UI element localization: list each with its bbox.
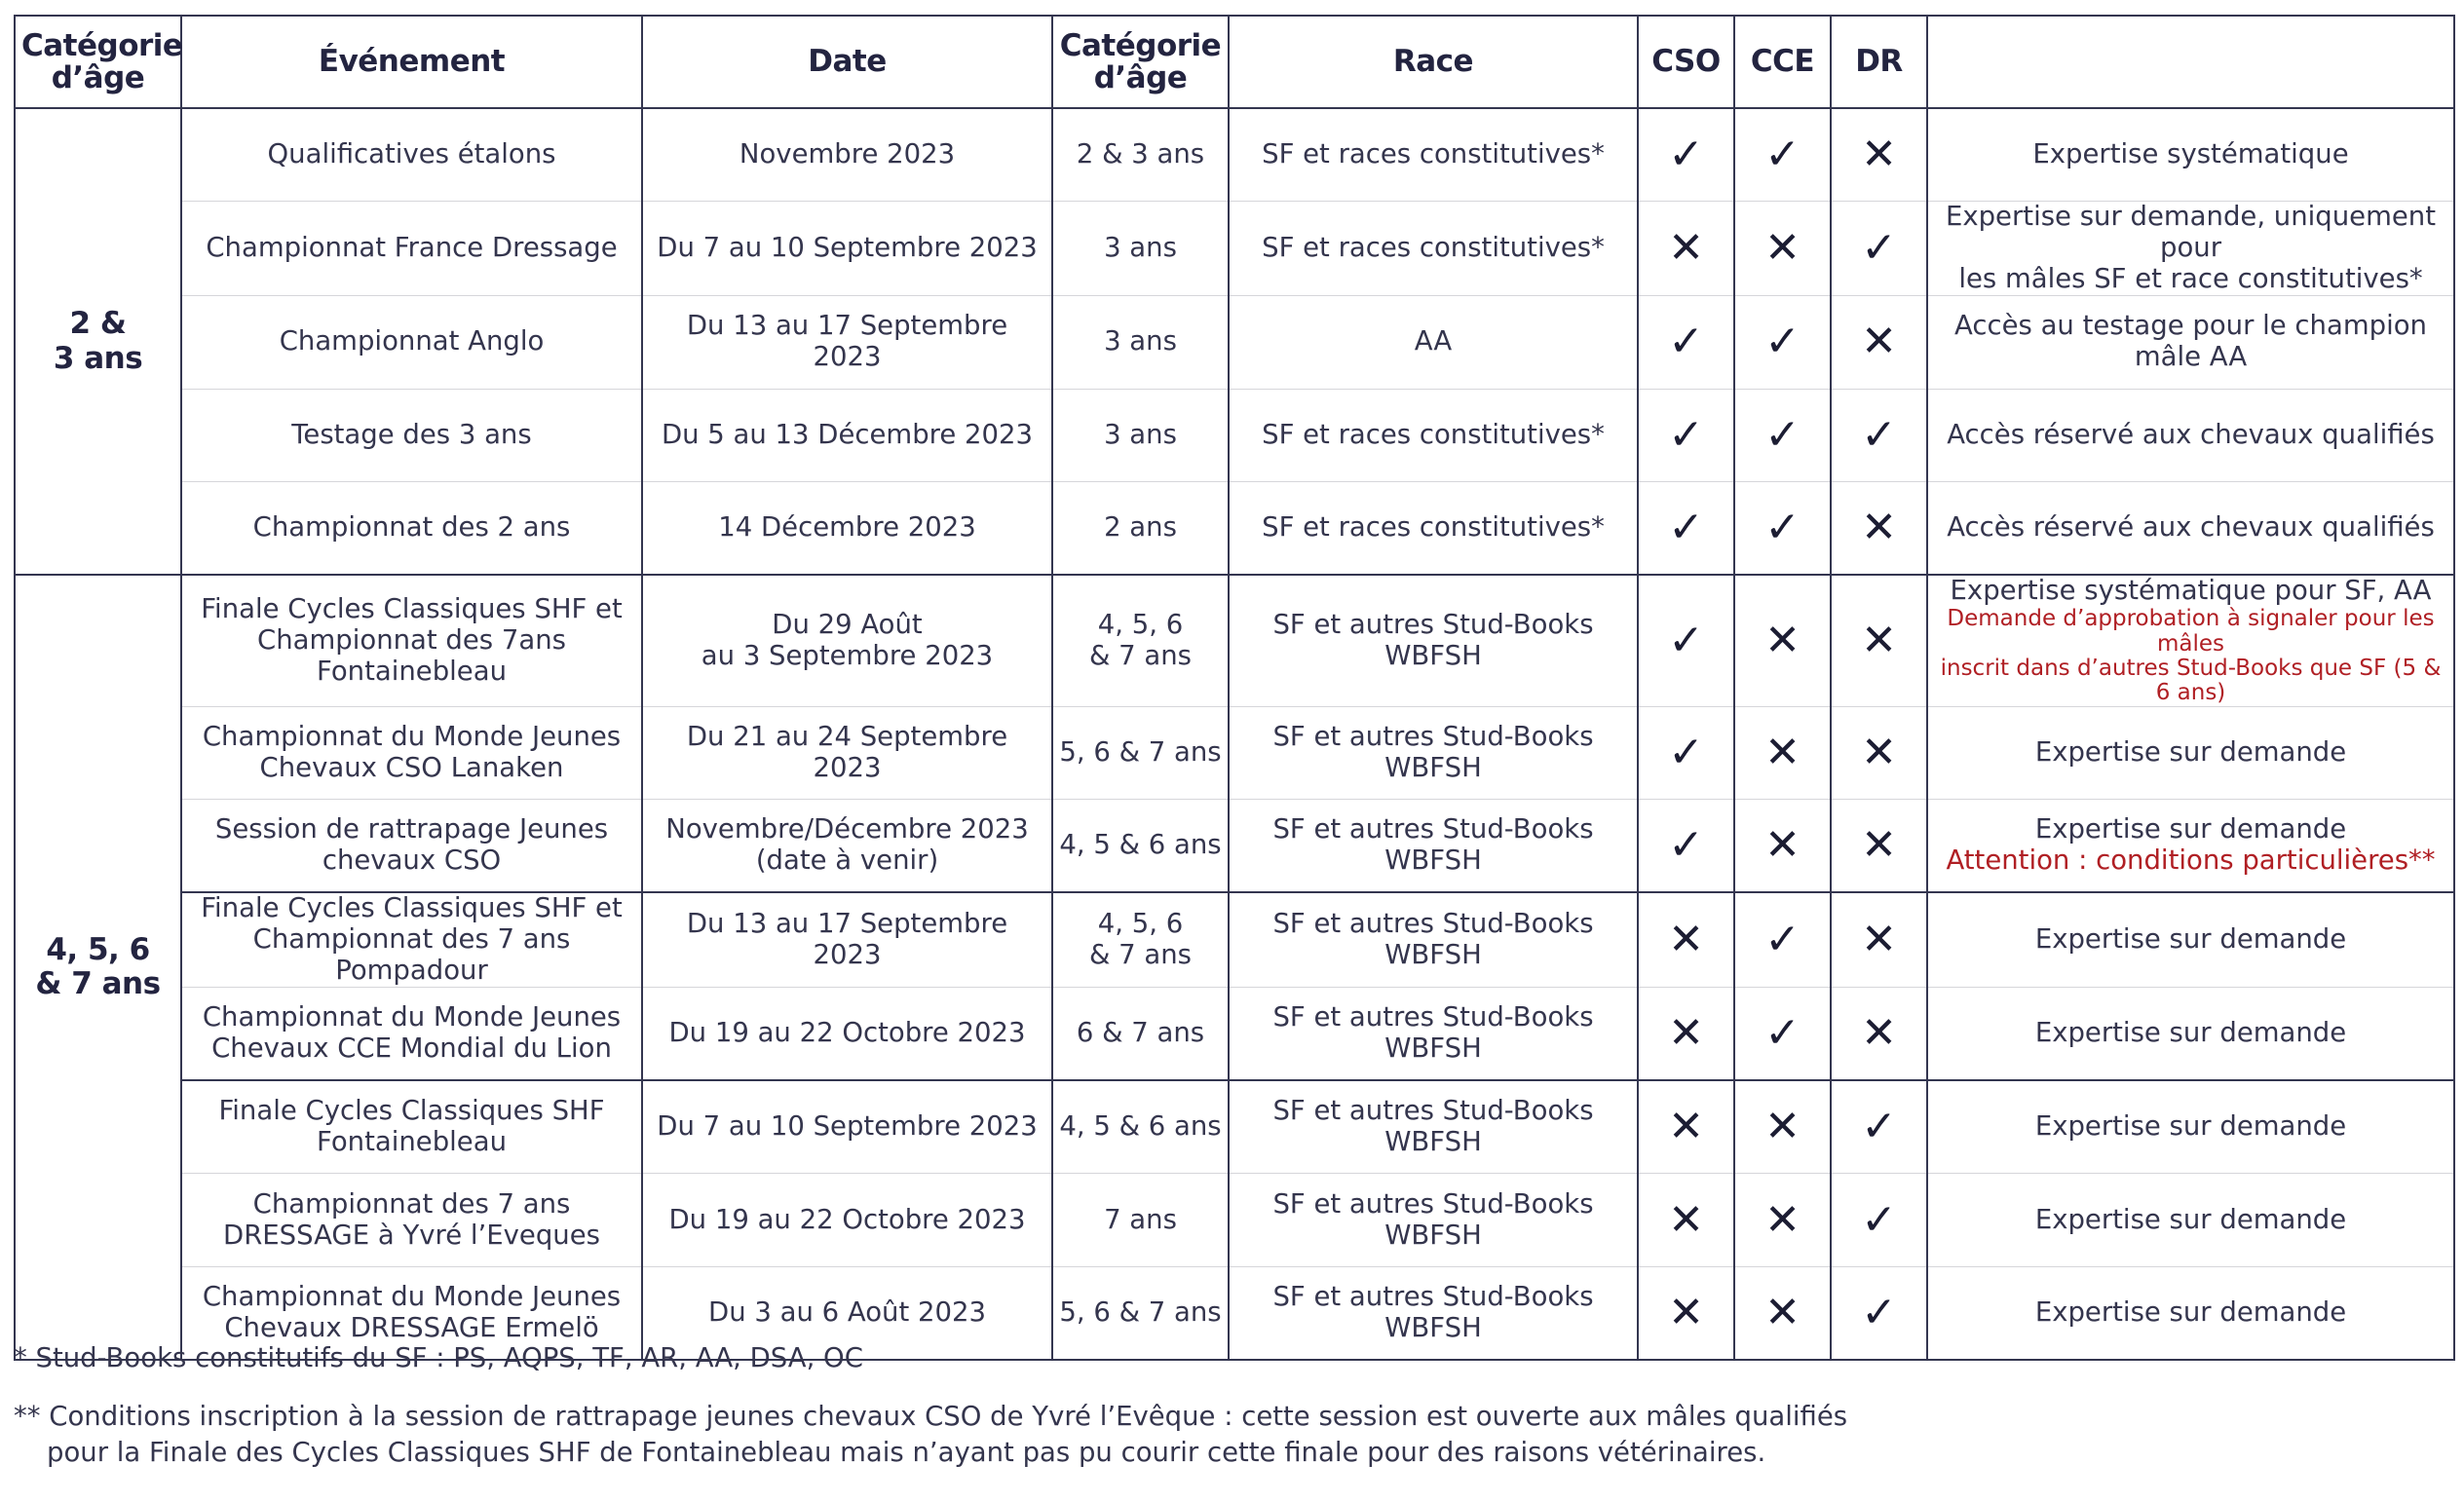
race-cell: SF et autres Stud-Books WBFSH [1229,1080,1638,1174]
note-warning-line-1: Demande d’approbation à signaler pour les mâles [1947,606,2435,657]
note-line-2: les mâles SF et race constitutives* [1958,262,2423,294]
race-cell: SF et races constitutives* [1229,389,1638,482]
dr-check-icon: ✓ [1831,202,1927,296]
note-cell [1927,575,2454,706]
event-cell-line-1: Championnat des 7 ans [252,1187,571,1220]
date-cell-line-1: Du 3 au 6 Août 2023 [708,1296,986,1329]
dr-cross-icon: ✕ [1831,575,1927,706]
header-row [15,16,2454,108]
dr-cross-icon: ✕ [1831,800,1927,893]
age-cell [1052,1174,1229,1267]
cce-check-icon: ✓ [1734,295,1831,389]
note-line-1: Expertise systématique pour SF, AA [1950,575,2432,607]
race-cell: SF et races constitutives* [1229,202,1638,296]
table-row [15,202,2454,296]
note-cell [1927,1267,2454,1361]
age-cell [1052,108,1229,202]
cso-cross-icon: ✕ [1638,1174,1734,1267]
age-cell [1052,202,1229,296]
event-cell-line-2: Chevaux CCE Mondial du Lion [211,1033,612,1065]
age-cell [1052,1267,1229,1361]
event-cell-line-2: Fontainebleau [316,1126,507,1158]
note-line-1: Expertise sur demande [2034,1110,2347,1143]
table-row [15,108,2454,202]
age-cell [1052,575,1229,706]
age-cell [1052,892,1229,987]
dr-cross-icon: ✕ [1831,706,1927,800]
date-cell-line-2: (date à venir) [755,845,939,877]
footnote-1: * Stud-Books constitutifs du SF : PS, AQPS, TF, AR, AA, DSA, OC [14,1342,863,1373]
cso-cross-icon: ✕ [1638,892,1734,987]
race-cell: SF et autres Stud-Books WBFSH [1229,892,1638,987]
event-cell-line-1: Finale Cycles Classiques SHF et [201,593,623,625]
date-cell-line-1: Du 19 au 22 Octobre 2023 [668,1203,1026,1235]
cso-cross-icon: ✕ [1638,1080,1734,1174]
age-cell-line-1: 3 ans [1104,418,1177,450]
age-cell-line-1: 2 ans [1104,511,1177,544]
cce-cross-icon: ✕ [1734,1174,1831,1267]
age-cell-line-2: & 7 ans [1088,939,1193,971]
event-cell-line-1: Championnat du Monde Jeunes [202,1001,622,1033]
event-cell-line-1: Championnat des 2 ans [252,511,571,544]
dr-check-icon: ✓ [1831,1080,1927,1174]
cce-cross-icon: ✕ [1734,800,1831,893]
date-cell-line-1: Du 13 au 17 Septembre 2023 [686,908,1008,971]
race-cell: SF et races constitutives* [1229,108,1638,202]
date-cell-line-1: Du 21 au 24 Septembre 2023 [686,720,1008,783]
date-cell-line-1: Du 13 au 17 Septembre 2023 [686,310,1008,373]
cce-check-icon: ✓ [1734,892,1831,987]
header-cso: CSO [1638,16,1734,108]
date-cell [642,1174,1052,1267]
cso-check-icon: ✓ [1638,108,1734,202]
note-cell [1927,295,2454,389]
age-group-line-1: 4, 5, 6 [46,931,150,967]
table-row [15,1080,2454,1174]
race-cell: SF et autres Stud-Books WBFSH [1229,575,1638,706]
event-cell [181,202,642,296]
date-cell [642,988,1052,1081]
race-cell: SF et autres Stud-Books WBFSH [1229,1174,1638,1267]
age-cell [1052,482,1229,576]
note-line-1: Accès réservé aux chevaux qualifiés [1947,418,2435,450]
table-row [15,892,2454,987]
footnote-2 [14,1399,1847,1471]
cso-check-icon: ✓ [1638,800,1734,893]
note-cell [1927,800,2454,893]
age-cell-line-2: & 7 ans [1088,639,1193,671]
event-cell-line-1: Session de rattrapage Jeunes [214,813,609,845]
event-cell [181,1080,642,1174]
header-race: Race [1229,16,1638,108]
age-cell-line-1: 5, 6 & 7 ans [1059,735,1222,768]
header-cce: CCE [1734,16,1831,108]
date-cell [642,892,1052,987]
date-cell [642,202,1052,296]
date-cell-line-1: Novembre/Décembre 2023 [665,813,1029,845]
age-cell-line-1: 3 ans [1104,232,1177,264]
note-line-1: Expertise systématique [2032,138,2349,170]
note-cell [1927,482,2454,576]
note-line-1: Expertise sur demande [2034,735,2347,768]
event-cell-line-2: Championnat des 7 ans Pompadour [252,923,571,987]
note-line-1: Expertise sur demande, uniquement pour [1945,201,2437,264]
event-cell-line-1: Championnat Anglo [279,325,545,357]
date-cell [642,482,1052,576]
race-cell: AA [1229,295,1638,389]
dr-cross-icon: ✕ [1831,482,1927,576]
note-line-1: Expertise sur demande [2034,1203,2347,1235]
age-group-line-1: 2 & [69,306,127,342]
event-cell [181,295,642,389]
note-line-1: Expertise sur demande [2034,923,2347,956]
event-cell [181,892,642,987]
cce-cross-icon: ✕ [1734,1267,1831,1361]
dr-check-icon: ✓ [1831,1267,1927,1361]
cce-check-icon: ✓ [1734,389,1831,482]
age-cell [1052,389,1229,482]
note-cell [1927,108,2454,202]
date-cell-line-1: Novembre 2023 [739,138,956,170]
event-cell-line-1: Championnat du Monde Jeunes [202,720,622,752]
date-cell [642,800,1052,893]
cce-cross-icon: ✕ [1734,202,1831,296]
note-warning-line-2: inscrit dans d’autres Stud-Books que SF (5 & 6 ans) [1940,655,2442,706]
date-cell-line-2: au 3 Septembre 2023 [701,639,994,671]
table-row [15,389,2454,482]
event-cell-line-2: Chevaux CSO Lanaken [259,751,564,783]
note-cell [1927,1080,2454,1174]
header-event: Événement [181,16,642,108]
event-cell [181,108,642,202]
table-row [15,1174,2454,1267]
header-dr: DR [1831,16,1927,108]
date-cell [642,575,1052,706]
cso-check-icon: ✓ [1638,389,1734,482]
cso-check-icon: ✓ [1638,575,1734,706]
date-cell-line-1: Du 19 au 22 Octobre 2023 [668,1017,1026,1049]
age-cell [1052,706,1229,800]
cso-cross-icon: ✕ [1638,202,1734,296]
age-group-cell [15,108,181,575]
date-cell [642,1080,1052,1174]
age-cell-line-1: 2 & 3 ans [1076,138,1205,170]
note-cell [1927,706,2454,800]
race-cell: SF et autres Stud-Books WBFSH [1229,800,1638,893]
race-cell: SF et autres Stud-Books WBFSH [1229,1267,1638,1361]
cso-check-icon: ✓ [1638,706,1734,800]
dr-cross-icon: ✕ [1831,988,1927,1081]
event-cell-line-1: Qualificatives étalons [267,138,556,170]
dr-cross-icon: ✕ [1831,295,1927,389]
header-date: Date [642,16,1052,108]
age-cell [1052,1080,1229,1174]
header-notes [1927,16,2454,108]
cso-cross-icon: ✕ [1638,988,1734,1081]
cce-check-icon: ✓ [1734,108,1831,202]
header-age-category: Catégorie d’âge [15,16,181,108]
age-cell-line-1: 5, 6 & 7 ans [1059,1296,1222,1329]
table-row [15,575,2454,706]
event-cell [181,482,642,576]
race-cell: SF et races constitutives* [1229,482,1638,576]
event-cell [181,706,642,800]
age-cell-line-1: 4, 5, 6 [1097,908,1184,940]
date-cell-line-1: Du 5 au 13 Décembre 2023 [661,418,1034,450]
cce-cross-icon: ✕ [1734,575,1831,706]
note-line-1: Expertise sur demande [2034,1296,2347,1329]
event-cell-line-2: Championnat des 7ans Fontainebleau [257,624,566,687]
age-cell [1052,800,1229,893]
note-cell [1927,389,2454,482]
event-cell [181,1174,642,1267]
note-attention: Attention : conditions particulières** [1946,845,2436,877]
cso-check-icon: ✓ [1638,295,1734,389]
dr-cross-icon: ✕ [1831,892,1927,987]
event-cell-line-2: Chevaux DRESSAGE Ermelö [224,1312,599,1344]
dr-cross-icon: ✕ [1831,108,1927,202]
note-line-1: Expertise sur demande [2034,813,2347,845]
event-cell [181,988,642,1081]
age-group-cell [15,575,181,1360]
race-cell: SF et autres Stud-Books WBFSH [1229,706,1638,800]
age-cell-line-1: 4, 5 & 6 ans [1059,1110,1222,1143]
footnote-2-line-1: ** Conditions inscription à la session de rattrapage jeunes chevaux CSO de Yvré l’Evêque : cette session est ouverte aux mâles qualifiés [14,1401,1848,1432]
note-cell [1927,988,2454,1081]
table-row [15,706,2454,800]
table-body [15,108,2454,1360]
age-cell [1052,295,1229,389]
date-cell [642,389,1052,482]
note-cell [1927,202,2454,296]
event-cell-line-2: chevaux CSO [322,845,502,877]
date-cell-line-1: Du 7 au 10 Septembre 2023 [657,232,1038,264]
cce-cross-icon: ✕ [1734,1080,1831,1174]
cce-check-icon: ✓ [1734,988,1831,1081]
age-cell-line-1: 7 ans [1104,1203,1177,1235]
date-cell-line-1: 14 Décembre 2023 [718,511,976,544]
dr-check-icon: ✓ [1831,389,1927,482]
event-cell [181,800,642,893]
note-line-1: Accès réservé aux chevaux qualifiés [1947,511,2435,544]
age-cell-line-1: 3 ans [1104,325,1177,357]
event-cell [181,389,642,482]
note-line-1: Expertise sur demande [2034,1017,2347,1049]
footnote-2-line-2: pour la Finale des Cycles Classiques SHF de Fontainebleau mais n’ayant pas pu courir cette finale pour des raisons vétérinaires. [47,1437,1766,1469]
date-cell [642,108,1052,202]
race-cell: SF et autres Stud-Books WBFSH [1229,988,1638,1081]
dr-check-icon: ✓ [1831,1174,1927,1267]
table-row [15,800,2454,893]
age-cell-line-1: 4, 5 & 6 ans [1059,829,1222,861]
age-cell [1052,988,1229,1081]
table-row [15,295,2454,389]
date-cell [642,706,1052,800]
event-cell-line-1: Testage des 3 ans [291,418,532,450]
table-row [15,988,2454,1081]
event-cell-line-1: Finale Cycles Classiques SHF [218,1095,605,1127]
date-cell-line-1: Du 7 au 10 Septembre 2023 [657,1110,1038,1143]
note-cell [1927,892,2454,987]
event-cell [181,575,642,706]
age-cell-line-1: 6 & 7 ans [1076,1017,1205,1049]
event-cell-line-1: Championnat France Dressage [206,232,618,264]
table-row [15,482,2454,576]
events-table [14,15,2455,1361]
age-group-line-2: 3 ans [53,340,143,376]
cce-check-icon: ✓ [1734,482,1831,576]
event-cell-line-2: DRESSAGE à Yvré l’Eveques [223,1219,600,1251]
note-cell [1927,1174,2454,1267]
header-age-category-2: Catégorie d’âge [1052,16,1229,108]
event-cell-line-1: Finale Cycles Classiques SHF et [201,892,623,924]
cso-check-icon: ✓ [1638,482,1734,576]
age-group-line-2: & 7 ans [35,966,161,1002]
date-cell-line-1: Du 29 Août [772,609,923,641]
age-cell-line-1: 4, 5, 6 [1097,609,1184,641]
cce-cross-icon: ✕ [1734,706,1831,800]
cso-cross-icon: ✕ [1638,1267,1734,1361]
event-cell-line-1: Championnat du Monde Jeunes [202,1281,622,1313]
date-cell [642,295,1052,389]
note-line-1: Accès au testage pour le champion mâle AA [1954,310,2427,373]
